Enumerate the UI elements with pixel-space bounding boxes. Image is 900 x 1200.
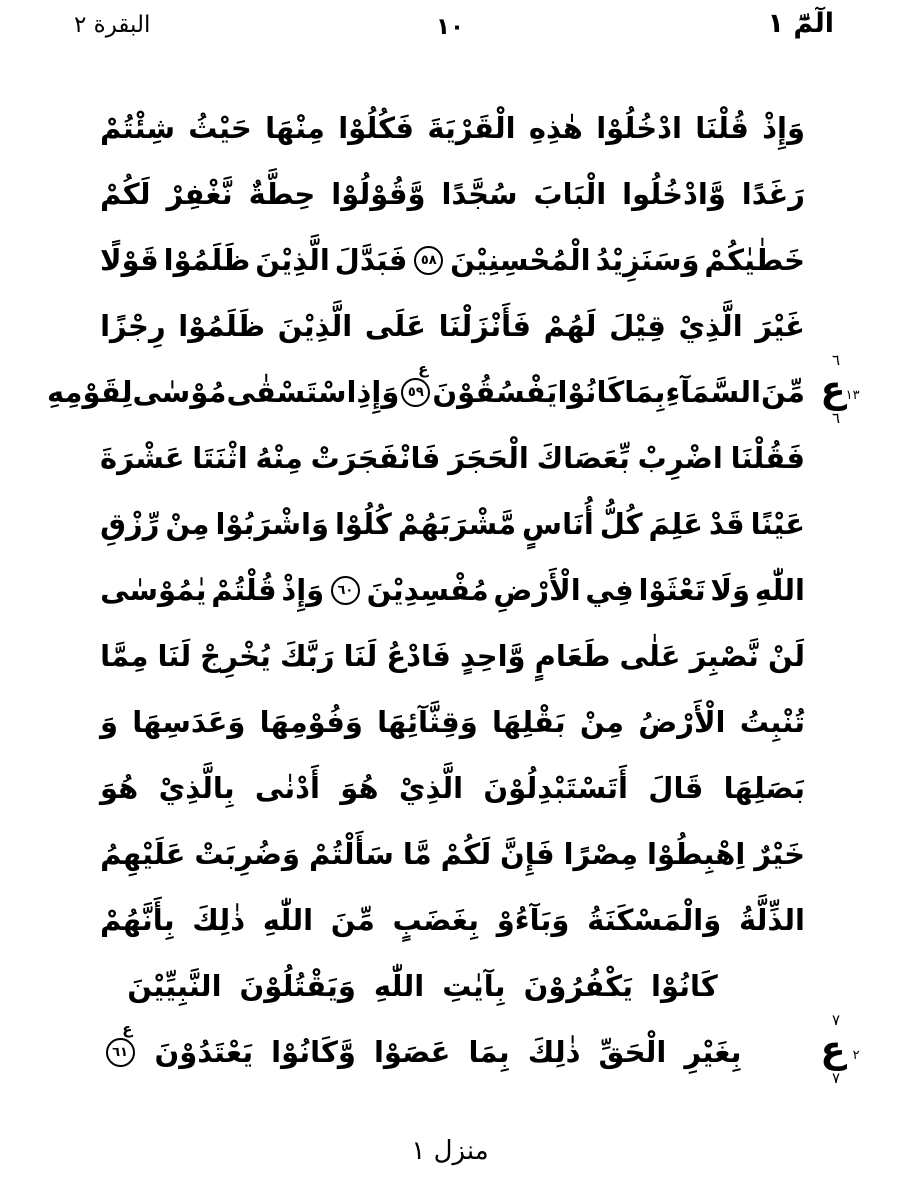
quran-line bbox=[100, 623, 805, 689]
word: بِغَضَبٍ bbox=[392, 903, 480, 937]
quran-line bbox=[100, 557, 805, 623]
word: غَيْرَ bbox=[755, 309, 805, 343]
word: وَالْمَسْكَنَةُ bbox=[587, 903, 722, 937]
word: مِنْ bbox=[579, 705, 624, 739]
ruku-ain-mark: ع bbox=[122, 1019, 133, 1038]
quran-line bbox=[100, 425, 805, 491]
quran-line bbox=[100, 689, 805, 755]
word: نَّغْفِرْ bbox=[166, 177, 233, 211]
word: فَكُلُوْا bbox=[338, 111, 415, 145]
word: فَأَنْزَلْنَا bbox=[438, 309, 531, 343]
word: لِقَوْمِهِ bbox=[46, 375, 133, 409]
word: يُخْرِجْ bbox=[200, 639, 271, 673]
word: فَانْفَجَرَتْ bbox=[310, 441, 441, 475]
ruku-ain-mark: ع bbox=[418, 359, 429, 378]
word: حَيْثُ bbox=[188, 111, 252, 145]
word: مِنْهَا bbox=[265, 111, 325, 145]
word: يٰمُوْسٰى bbox=[100, 573, 207, 607]
word: اِهْبِطُوْا bbox=[647, 837, 746, 871]
word: ظَلَمُوْا bbox=[178, 309, 266, 343]
word: مَّشْرَبَهُمْ bbox=[397, 507, 517, 541]
word: السَّمَآءِ bbox=[665, 375, 761, 409]
word: خَطٰيٰكُمْ bbox=[704, 243, 805, 277]
word: مِمَّا bbox=[100, 639, 149, 673]
ruku-verse-count: ٢ bbox=[852, 1048, 860, 1063]
surah-name-header: البقرة ٢ bbox=[74, 12, 151, 38]
quran-text-block bbox=[46, 95, 805, 1085]
word: وَ bbox=[100, 705, 119, 739]
word: ادْخُلُوْا bbox=[596, 111, 682, 145]
quran-line bbox=[100, 227, 805, 293]
word: الَّذِيْنَ bbox=[277, 309, 353, 343]
word: وَقِثَّآئِهَا bbox=[377, 705, 478, 739]
word: ذٰلِكَ bbox=[192, 903, 246, 937]
word: وَيَقْتُلُوْنَ bbox=[239, 969, 356, 1003]
quran-line bbox=[100, 821, 805, 887]
word: عَصَوْا bbox=[373, 1035, 451, 1069]
word: عَلَى bbox=[364, 309, 426, 343]
word: لَنَا bbox=[343, 639, 378, 673]
word: عَلِمَ bbox=[648, 507, 703, 541]
word: مِصْرًا bbox=[563, 837, 639, 871]
word: هُوَ bbox=[340, 771, 379, 805]
quran-line bbox=[100, 887, 805, 953]
word: وَإِذْ bbox=[762, 111, 805, 145]
ruku-number-in-juz: ٧ bbox=[831, 1069, 841, 1087]
word: كُلُوْا bbox=[334, 507, 392, 541]
word: الذِّلَّةُ bbox=[738, 903, 805, 937]
word: لَكُمْ bbox=[440, 837, 492, 871]
word: الْبَابَ bbox=[533, 177, 607, 211]
word: قُلْنَا bbox=[695, 111, 749, 145]
verse-number-badge: ٥٩ bbox=[401, 378, 430, 407]
word: كُلُّ bbox=[599, 507, 643, 541]
word: نَّصْبِرَ bbox=[689, 639, 759, 673]
word: فِي bbox=[585, 573, 634, 607]
word: مِنْهُ bbox=[255, 441, 303, 475]
word: اللّٰهِ bbox=[373, 969, 425, 1003]
word: النَّبِيِّيْنَ bbox=[127, 969, 222, 1003]
page-number: ١٠ bbox=[435, 14, 465, 40]
word: أَدْنٰى bbox=[254, 771, 320, 805]
word: يَعْتَدُوْنَ bbox=[154, 1035, 254, 1069]
word: ظَلَمُوْا bbox=[163, 243, 251, 277]
manzil-footer: منزل ١ bbox=[411, 1136, 489, 1166]
word: بِالَّذِيْ bbox=[158, 771, 235, 805]
verse-end-marker bbox=[331, 576, 360, 605]
word: سَأَلْتُمْ bbox=[309, 837, 394, 871]
word: كَانُوْا bbox=[557, 375, 625, 409]
word: اضْرِبْ bbox=[637, 441, 723, 475]
word: قُلْتُمْ bbox=[211, 573, 277, 607]
word: وَعَدَسِهَا bbox=[132, 705, 246, 739]
ruku-number-in-surah: ٧ bbox=[831, 1011, 841, 1029]
word: بِأَنَّهُمْ bbox=[100, 903, 175, 937]
word: وَّكَانُوْا bbox=[271, 1035, 356, 1069]
word: مِّنَ bbox=[330, 903, 375, 937]
word: الَّذِيْ bbox=[398, 771, 464, 805]
word: هُوَ bbox=[100, 771, 139, 805]
juz-name-header: الٓمّٓ ١ bbox=[767, 8, 834, 39]
verse-end-marker bbox=[106, 1019, 135, 1067]
verse-end-marker bbox=[401, 359, 430, 407]
word: الْحَجَرَ bbox=[448, 441, 529, 475]
word: وَلَا bbox=[710, 573, 751, 607]
word: رَبَّكَ bbox=[279, 639, 335, 673]
word: اثْنَتَا bbox=[192, 441, 248, 475]
word: بَقْلِهَا bbox=[492, 705, 566, 739]
word: الْأَرْضُ bbox=[638, 705, 726, 739]
word: وَضُرِبَتْ bbox=[194, 837, 301, 871]
word: رِّزْقِ bbox=[100, 507, 160, 541]
word: الْمُحْسِنِيْنَ bbox=[450, 243, 591, 277]
word: مِنْ bbox=[165, 507, 210, 541]
word: بِغَيْرِ bbox=[684, 1035, 742, 1069]
word: يَفْسُقُوْنَ bbox=[432, 375, 558, 409]
word: وَإِذِ bbox=[356, 375, 400, 409]
word: عَلَيْهِمُ bbox=[100, 837, 186, 871]
word: لَكُمْ bbox=[100, 177, 151, 211]
word: وَّاحِدٍ bbox=[459, 639, 526, 673]
word: مَّا bbox=[402, 837, 432, 871]
word: شِئْتُمْ bbox=[100, 111, 175, 145]
word: بِمَا bbox=[624, 375, 666, 409]
word: كَانُوْا bbox=[651, 969, 718, 1003]
margin-ruku-marker bbox=[812, 352, 860, 427]
word: أُنَاسٍ bbox=[522, 507, 594, 541]
quran-line bbox=[100, 491, 805, 557]
quran-line bbox=[100, 161, 805, 227]
word: يَكْفُرُوْنَ bbox=[523, 969, 634, 1003]
word: اللّٰهِ bbox=[262, 903, 314, 937]
word: فَقُلْنَا bbox=[730, 441, 805, 475]
verse-number-badge: ٦١ bbox=[106, 1038, 135, 1067]
word: عَشْرَةَ bbox=[100, 441, 185, 475]
word: اللّٰهِ bbox=[754, 573, 805, 607]
word: عَيْنًا bbox=[750, 507, 805, 541]
word: قَدْ bbox=[708, 507, 745, 541]
word: الَّذِيْنَ bbox=[255, 243, 330, 277]
word: خَيْرٌ bbox=[754, 837, 805, 871]
verse-number-badge: ٦٠ bbox=[331, 576, 360, 605]
word: ذٰلِكَ bbox=[527, 1035, 581, 1069]
ruku-ain-glyph: ع ٢ bbox=[820, 1028, 860, 1071]
word: وَسَنَزِيْدُ bbox=[595, 243, 700, 277]
word: أَتَسْتَبْدِلُوْنَ bbox=[483, 771, 628, 805]
quran-line bbox=[70, 1019, 775, 1085]
word: بِآيٰتِ bbox=[442, 969, 506, 1003]
word: وَّادْخُلُوا bbox=[622, 177, 726, 211]
word: وَّقُوْلُوْا bbox=[331, 177, 426, 211]
word: سُجَّدًا bbox=[441, 177, 518, 211]
word: الْقَرْيَةَ bbox=[427, 111, 516, 145]
word: تُنْبِتُ bbox=[739, 705, 805, 739]
word: بِّعَصَاكَ bbox=[536, 441, 630, 475]
ruku-number-in-juz: ٦ bbox=[831, 409, 841, 427]
ruku-ain-glyph: ع ١٣ bbox=[820, 368, 860, 411]
quran-line bbox=[100, 95, 805, 161]
verse-number-badge: ٥٨ bbox=[414, 246, 443, 275]
word: طَعَامٍ bbox=[534, 639, 611, 673]
word: حِطَّةٌ bbox=[248, 177, 316, 211]
word: تَعْثَوْا bbox=[638, 573, 706, 607]
margin-ruku-marker bbox=[812, 1012, 860, 1087]
word: مُوْسٰى bbox=[132, 375, 227, 409]
quran-line bbox=[46, 359, 805, 425]
word: وَفُوْمِهَا bbox=[259, 705, 363, 739]
word: عَلٰى bbox=[619, 639, 681, 673]
word: لَنْ bbox=[768, 639, 805, 673]
word: وَإِذْ bbox=[281, 573, 325, 607]
word: لَنَا bbox=[157, 639, 192, 673]
word: فَبَدَّلَ bbox=[334, 243, 408, 277]
word: لَهُمْ bbox=[543, 309, 597, 343]
word: اسْتَسْقٰى bbox=[226, 375, 357, 409]
word: مُفْسِدِيْنَ bbox=[366, 573, 489, 607]
word: الْأَرْضِ bbox=[493, 573, 581, 607]
quran-line bbox=[100, 755, 805, 821]
word: وَبَآءُوْ bbox=[496, 903, 570, 937]
word: وَاشْرَبُوْا bbox=[215, 507, 329, 541]
ruku-number-in-surah: ٦ bbox=[831, 351, 841, 369]
quran-line bbox=[70, 953, 775, 1019]
word: قَوْلًا bbox=[100, 243, 159, 277]
word: مِّنَ bbox=[760, 375, 805, 409]
word: فَادْعُ bbox=[386, 639, 451, 673]
word: بِمَا bbox=[468, 1035, 510, 1069]
word: قَالَ bbox=[648, 771, 704, 805]
word: رَغَدًا bbox=[741, 177, 805, 211]
word: قِيْلَ bbox=[609, 309, 666, 343]
word: هٰذِهِ bbox=[528, 111, 583, 145]
word: فَإِنَّ bbox=[500, 837, 555, 871]
word: الَّذِيْ bbox=[678, 309, 743, 343]
word: بَصَلِهَا bbox=[723, 771, 805, 805]
quran-line bbox=[100, 293, 805, 359]
word: الْحَقِّ bbox=[598, 1035, 667, 1069]
ruku-verse-count: ١٣ bbox=[845, 388, 860, 403]
verse-end-marker bbox=[414, 246, 443, 275]
word: رِجْزًا bbox=[100, 309, 166, 343]
